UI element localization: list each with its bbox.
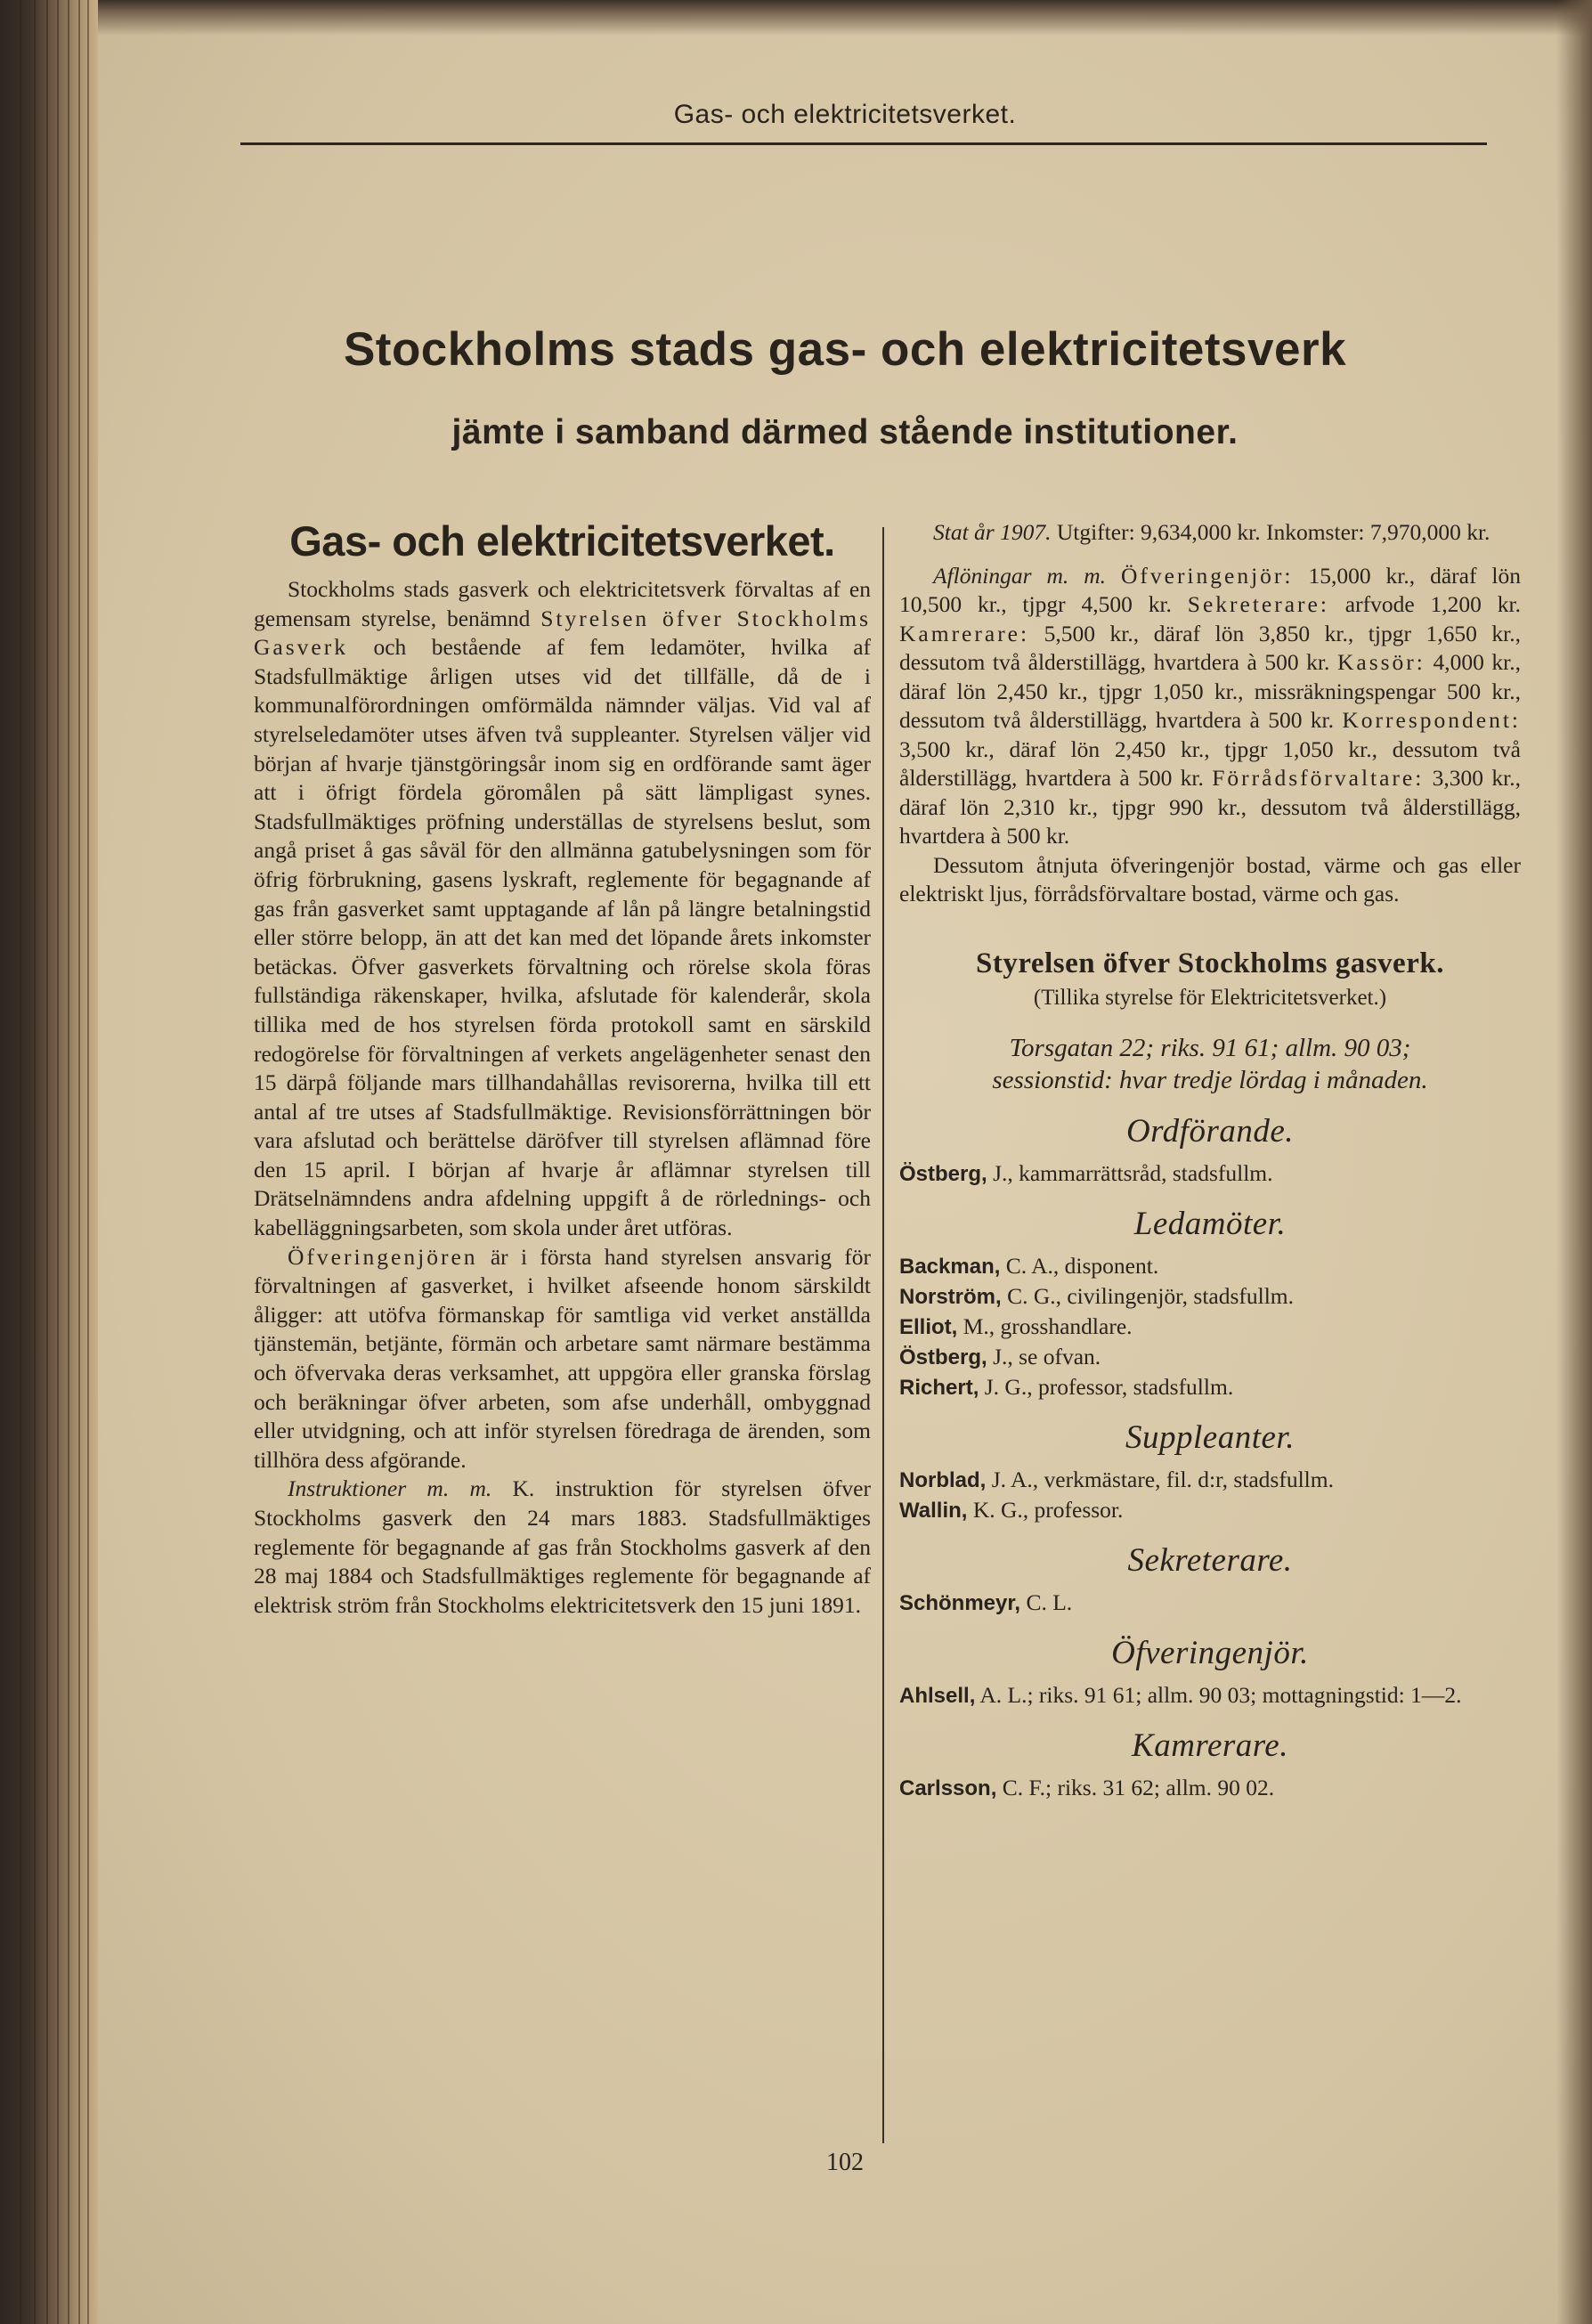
person-entry	[899, 1158, 1521, 1189]
person-details: J. G., professor, stadsfullm.	[979, 1373, 1234, 1400]
section-heading: Gas- och elektricitetsverket.	[289, 517, 835, 565]
heading-sekreterare: Sekreterare.	[1127, 1541, 1293, 1579]
person-entry	[899, 1251, 1521, 1281]
person-entry	[899, 1312, 1521, 1342]
person-entry	[899, 1342, 1521, 1372]
list-ledamoter	[899, 1251, 1521, 1402]
person-details: J. A., verkmästare, fil. d:r, stadsfullm.	[986, 1466, 1334, 1492]
person-entry	[899, 1465, 1521, 1495]
column-divider	[882, 527, 884, 2143]
heading-ordforande: Ordförande.	[1125, 1112, 1295, 1150]
book-binding-edge	[0, 0, 98, 2324]
main-title: Stockholms stads gas- och elektricitetsverk	[343, 323, 1347, 376]
person-details: A. L.; riks. 91 61; allm. 90 03; mottagningstid: 1—2.	[975, 1681, 1462, 1708]
person-name: Elliot,	[899, 1314, 958, 1339]
list-sekreterare	[899, 1588, 1521, 1618]
person-details: C. L.	[1020, 1589, 1073, 1615]
person-name: Ahlsell,	[899, 1683, 976, 1708]
address-line-1: Torsgatan 22; riks. 91 61; allm. 90 03;	[1009, 1033, 1411, 1062]
person-name: Carlsson,	[899, 1776, 997, 1800]
person-name: Östberg,	[899, 1161, 987, 1186]
person-name: Norblad,	[899, 1467, 987, 1492]
paragraph-dessutom: Dessutom åtnjuta öfveringenjör bostad, värme och gas eller elektriskt ljus, förrådsförvaltare bostad, värme och gas.	[899, 851, 1521, 906]
person-name: Schönmeyr,	[899, 1590, 1021, 1615]
list-ordforande	[899, 1158, 1521, 1189]
person-details: K. G., professor.	[967, 1496, 1124, 1523]
sub-title: jämte i samband därmed stående institutioner.	[451, 413, 1239, 451]
paragraph-afloningar: Aflöningar m. m. Öfveringenjör: 15,000 kr., däraf lön 10,500 kr., tjpgr 4,500 kr. Sekreterare: arfvode 1,200 kr. Kamrerare: 5,500 kr., däraf lön 3,850 kr., tjpgr 1,650 kr., dessutom två ålderstillägg, hvartdera à 500 kr. Kassör: 4,000 kr., däraf lön 2,450 kr., tjpgr 1,050 kr., missräkningspengar 500 kr., dessutom två ålderstillägg, hvartdera à 500 kr. Korrespondent: 3,500 kr., däraf lön 2,450 kr., tjpgr 1,050 kr., dessutom två ålderstillägg, hvartdera à 500 kr. Förrådsförvaltare: 3,300 kr., däraf lön 2,310 kr., tjpgr 990 kr., dessutom två ålderstillägg, hvartdera à 500 kr.	[899, 562, 1521, 849]
person-details: C. F.; riks. 31 62; allm. 90 02.	[996, 1774, 1275, 1800]
page-number: 102	[826, 2149, 864, 2176]
person-entry	[899, 1680, 1521, 1710]
running-head: Gas- och elektricitetsverket.	[673, 100, 1017, 129]
person-name: Östberg,	[899, 1345, 987, 1369]
heading-suppleanter: Suppleanter.	[1125, 1418, 1295, 1456]
address-line-2: sessionstid: hvar tredje lördag i månaden.	[992, 1065, 1428, 1094]
paragraph-ofveringenjor: Öfveringenjören är i första hand styrelsen ansvarig för förvaltningen af gasverket, i hvilket afseende honom särskildt åligger: att utöfva förmanskap för samtliga vid verket anställda tjänstemän, betjänte, förmän och arbetare samt närmare bestämma och öfvervaka deras verksamhet, att uppgöra eller granska förslag och beräkningar öfver arbeten, som afse underhåll, ombyggnad eller utvidgning, och att inför styrelsen föredraga de ärenden, som tillhöra dess afgörande.	[254, 1243, 871, 1473]
person-entry	[899, 1588, 1521, 1618]
person-details: J., se ofvan.	[987, 1343, 1101, 1369]
heading-ofveringenjor: Öfveringenjör.	[1111, 1634, 1309, 1671]
heading-ledamoter: Ledamöter.	[1133, 1205, 1287, 1242]
header-rule	[240, 142, 1487, 145]
person-entry	[899, 1372, 1521, 1402]
person-details: C. A., disponent.	[1000, 1252, 1159, 1279]
person-name: Norström,	[899, 1284, 1002, 1309]
person-name: Richert,	[899, 1375, 979, 1400]
person-details: J., kammarrättsråd, stadsfullm.	[987, 1159, 1273, 1186]
person-entry	[899, 1281, 1521, 1312]
right-column	[899, 518, 1521, 1803]
list-suppleanter	[899, 1465, 1521, 1525]
list-kamrerare	[899, 1773, 1521, 1803]
list-ofveringenjor	[899, 1680, 1521, 1710]
left-column	[254, 518, 871, 1620]
person-name: Wallin,	[899, 1498, 968, 1523]
heading-kamrerare: Kamrerare.	[1132, 1727, 1288, 1764]
board-title: Styrelsen öfver Stockholms gasverk.	[976, 947, 1444, 979]
book-page	[98, 0, 1592, 2324]
paragraph-instruktioner: Instruktioner m. m. K. instruktion för styrelsen öfver Stockholms gasverk den 24 mars 1883. Stadsfullmäktiges reglemente för begagnande af gas från Stockholms gasverk af den 28 maj 1884 och Stadsfullmäktiges reglemente för begagnande af elektrisk ström från Stockholms elektricitetsverk den 15 juni 1891.	[254, 1475, 871, 1618]
person-name: Backman,	[899, 1254, 1001, 1279]
person-details: C. G., civilingenjör, stadsfullm.	[1001, 1282, 1295, 1309]
board-subtitle: (Tillika styrelse för Elektricitetsverket.)	[1033, 985, 1387, 1010]
person-entry	[899, 1495, 1521, 1525]
person-details: M., grosshandlare.	[957, 1312, 1133, 1339]
paragraph-stat: Stat år 1907. Utgifter: 9,634,000 kr. Inkomster: 7,970,000 kr.	[933, 519, 1490, 545]
paragraph-styrelse: Stockholms stads gasverk och elektricitetsverk förvaltas af en gemensam styrelse, benämnd Styrelsen öfver Stockholms Gasverk och bestående af fem ledamöter, hvilka af Stadsfullmäktige årligen utses vid det tillfälle, då de i kommunalförordningen omförmälda nämnder väljas. Vid val af styrelseledamöter utses äfven två suppleanter. Styrelsen väljer vid början af hvarje tjänstgöringsår inom sig en ordförande samt äger att i öfrigt fördela göromålen på sätt lämpligast synes. Stadsfullmäktiges pröfning underställas de styrelsens beslut, som angå priset å gas såväl för den allmänna gatubelysningen som för öfrig förbrukning, gasens lyskraft, reglemente för begagnande af gas från gasverket samt upptagande af lån på längre betalningstid eller större belopp, än att det kan med det löpande årets inkomster betäckas. Öfver gasverkets förvaltning och rörelse skola föras fullständiga räkenskaper, hvilka, afslutade för kalenderår, skola tillika med de hos styrelsen förda protokoll samt en särskild redogörelse för förvaltningen af verkets angelägenheter senast den 15 därpå följande mars tillhandahållas revisorerna, hvilka till ett antal af tre utses af Stadsfullmäktige. Revisionsförrättningen bör vara afslutad och berättelse däröfver till styrelsen aflämnad före den 15 april. I början af hvarje år aflämnar styrelsen till Drätselnämndens andra afdelning uppgift å de rörlednings- och kabelläggningsarbeten, som skola under året utföras.	[254, 576, 871, 1241]
person-entry	[899, 1773, 1521, 1803]
